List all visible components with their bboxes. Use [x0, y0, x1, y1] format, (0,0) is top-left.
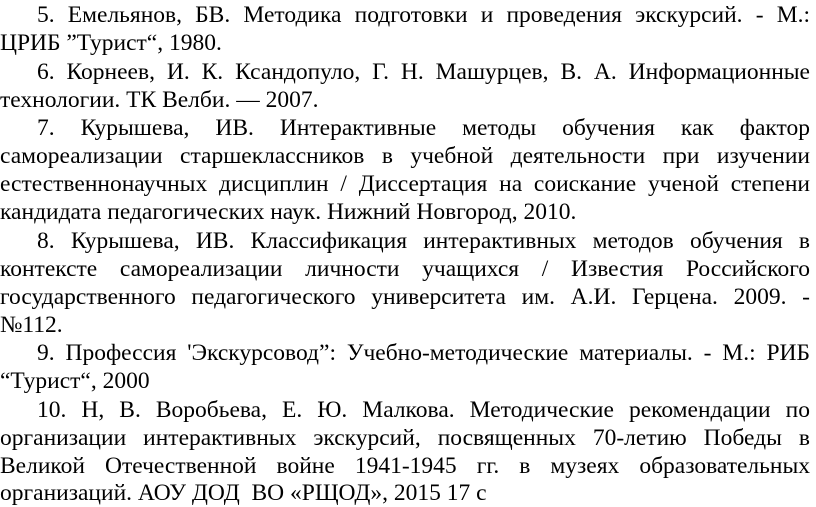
text-line-16 — [0, 425, 810, 452]
text-line-10 — [0, 256, 810, 283]
line-text: естественнонаучных дисциплин / Диссертация на соискание ученой степени — [0, 171, 810, 197]
text-line-9 — [0, 228, 810, 255]
line-text: 6. Корнеев, И. К. Ксандопуло, Г. Н. Машурцев, В. А. Информационные — [37, 59, 810, 85]
text-line-13 — [0, 340, 810, 367]
line-text: 8. Курышева, ИВ. Классификация интерактивных методов обучения в — [37, 228, 810, 254]
text-line-14: “Турист“, 2000 — [0, 368, 150, 394]
line-text: организации интерактивных экскурсий, посвященных 70-летию Победы в — [0, 425, 810, 451]
text-line-7 — [0, 171, 810, 198]
line-text: государственного педагогического университета им. А.И. Герцена. 2009. - — [0, 284, 810, 310]
text-line-6 — [0, 143, 810, 170]
text-line-5 — [0, 115, 810, 142]
line-text: контексте самореализации личности учащихся / Известия Российского — [0, 256, 810, 282]
text-line-8: кандидата педагогических наук. Нижний Новгород, 2010. — [0, 199, 577, 225]
text-line-1 — [0, 2, 810, 29]
text-line-18: организаций. АОУ ДОД ВО «РЩОД», 2015 17 с — [0, 480, 487, 506]
line-text: самореализации старшеклассников в учебной деятельности при изучении — [0, 143, 810, 169]
line-text: 10. Н, В. Воробьева, Е. Ю. Малкова. Методические рекомендации по — [37, 397, 810, 423]
text-line-17 — [0, 453, 810, 480]
line-text: 5. Емельянов, БВ. Методика подготовки и проведения экскурсий. - М.: — [37, 2, 810, 28]
line-text: Великой Отечественной войне 1941-1945 гг. в музеях образовательных — [0, 453, 810, 479]
text-line-3 — [0, 59, 810, 86]
text-line-15 — [0, 397, 810, 424]
line-text: 7. Курышева, ИВ. Интерактивные методы обучения как фактор — [37, 115, 810, 141]
text-line-4: технологии. ТК Велби. — 2007. — [0, 87, 319, 113]
text-line-2: ЦРИБ ”Турист“, 1980. — [0, 30, 222, 56]
text-line-11 — [0, 284, 810, 311]
text-line-12: №112. — [0, 312, 63, 338]
line-text: 9. Профессия 'Экскурсовод”: Учебно-методические материалы. - М.: РИБ — [37, 340, 810, 366]
